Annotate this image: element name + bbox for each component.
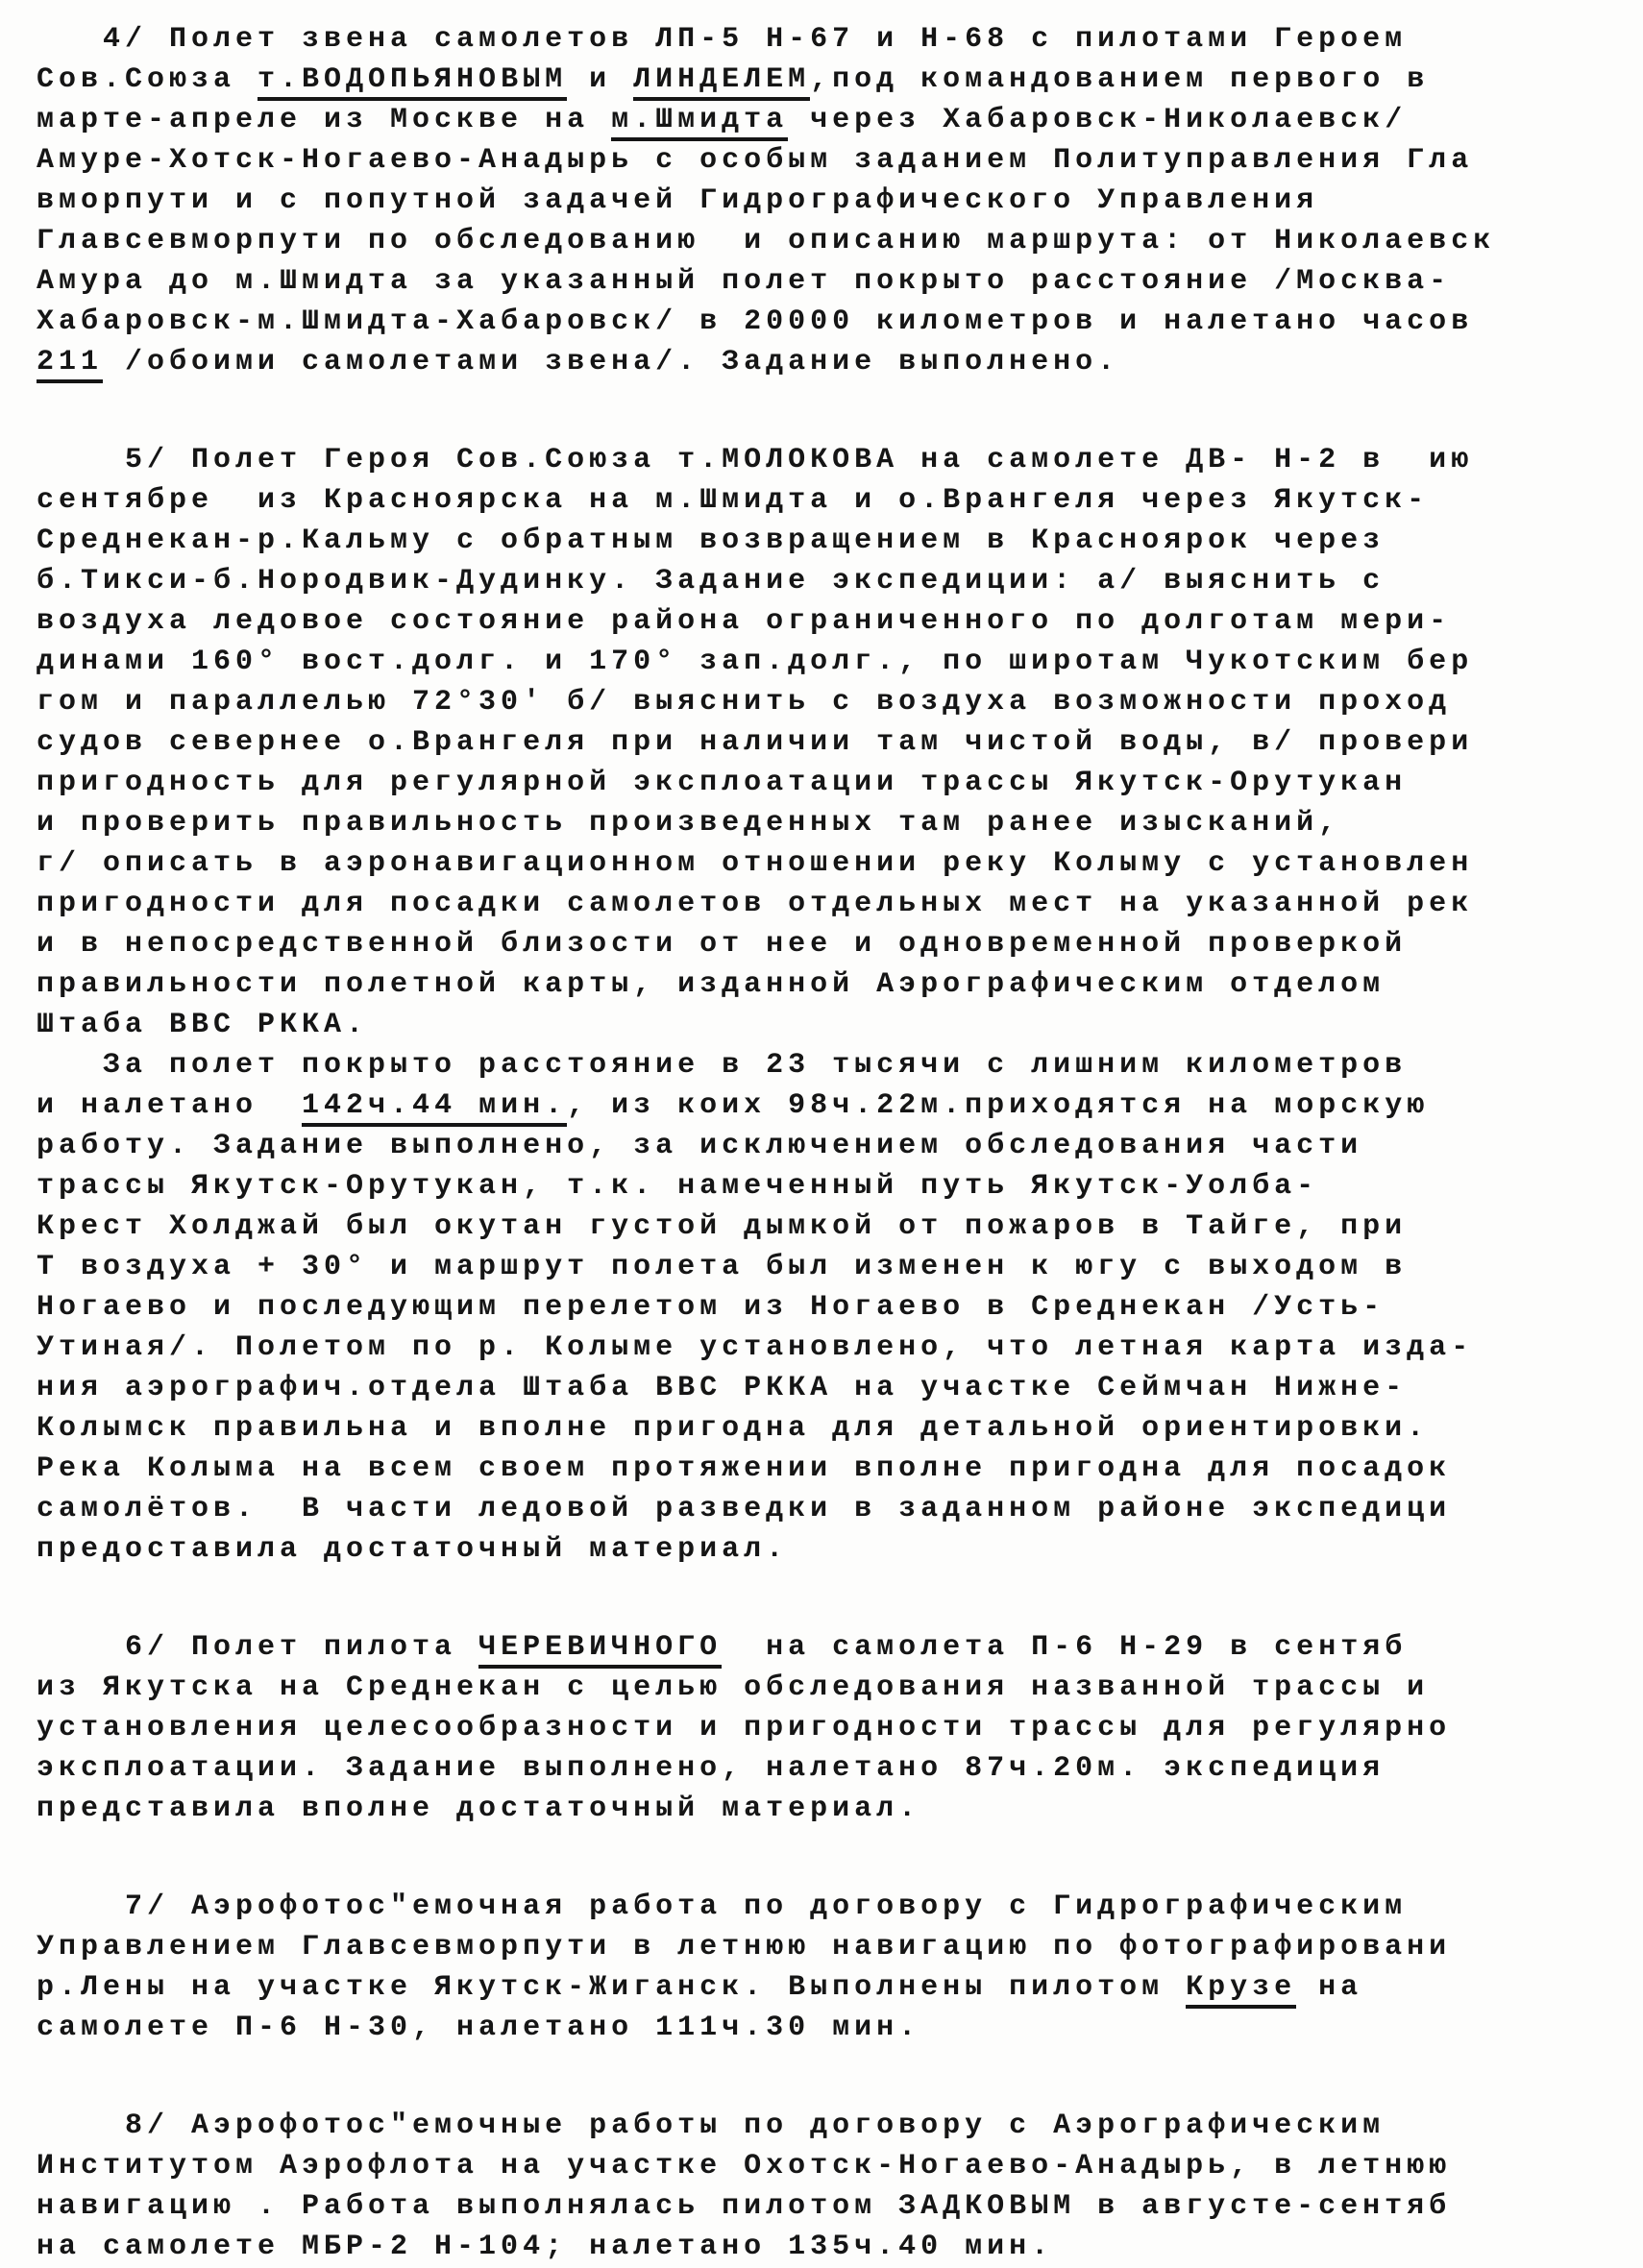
text-segment: предоставила достаточный материал. [37,1533,789,1566]
underlined-text: м.Шмидта [611,104,788,141]
text-segment: Ногаево и последующим перелетом из Ногаево в Среднекан /Усть- [37,1291,1386,1324]
text-line [37,140,1633,181]
text-line [37,100,1633,140]
text-line [37,1166,1633,1207]
text-line [37,342,1633,382]
text-segment: 7/ Аэрофотос"емочная работа по договору с Гидрографическим [37,1890,1408,1923]
paragraph [37,1045,1633,1570]
text-segment: 4/ Полет звена самолетов ЛП-5 Н-67 и Н-68 с пилотами Героем [37,23,1408,56]
text-segment: самолётов. В части ледовой разведки в заданном районе экспедици [37,1493,1452,1525]
text-segment: Колымск правильна и вполне пригодна для детальной ориентировки. [37,1412,1430,1445]
text-segment: г/ описать в аэронавигационном отношении реку Колыму с установлен [37,847,1474,880]
text-segment: и налетано [37,1089,303,1122]
paragraph [37,2106,1633,2267]
text-line [37,1126,1633,1166]
text-segment: установления целесообразности и пригодности трассы для регулярно [37,1712,1452,1744]
text-segment: пригодности для посадки самолетов отдельных мест на указанной рек [37,888,1474,920]
underlined-text: 211 [37,346,103,383]
text-segment: на самолете МБР-2 Н-104; налетано 135ч.40 мин. [37,2231,1054,2263]
text-segment: Хабаровск-м.Шмидта-Хабаровск/ в 20000 километров и налетано часов [37,305,1474,338]
text-segment: вморпути и с попутной задачей Гидрографического Управления [37,184,1319,217]
text-segment: на [1296,1971,1363,2004]
text-line [37,181,1633,221]
text-segment: правильности полетной карты, изданной Аэрографическим отделом [37,968,1386,1001]
text-line [37,480,1633,521]
paragraph [37,1627,1633,1829]
text-line [37,1927,1633,1967]
text-segment: Управлением Главсевморпути в летнюю навигацию по фотографировани [37,1931,1452,1963]
text-segment: б.Тикси-б.Нородвик-Дудинку. Задание экспедиции: а/ выяснить с [37,565,1386,597]
text-line [37,1247,1633,1287]
text-line [37,2008,1633,2048]
text-segment: динами 160° вост.долг. и 170° зап.долг., по широтам Чукотским бер [37,646,1474,678]
text-segment: Амуре-Хотск-Ногаево-Анадырь с особым заданием Политуправления Гла [37,144,1474,177]
text-line [37,1887,1633,1927]
text-segment: и [567,63,634,96]
text-segment: пригодность для регулярной эксплоатации трассы Якутск-Орутукан [37,767,1408,799]
text-line [37,803,1633,843]
text-line [37,302,1633,342]
text-segment: ния аэрографич.отдела Штаба ВВС РККА на участке Сеймчан Нижне- [37,1372,1408,1404]
text-segment: представила вполне достаточный материал. [37,1792,921,1825]
text-segment: Главсевморпути по обследованию и описанию маршрута: от Николаевск [37,225,1496,257]
underlined-text: ЧЕРЕВИЧНОГО [478,1631,722,1669]
text-segment: Крест Холджай был окутан густой дымкой от пожаров в Тайге, при [37,1210,1408,1243]
underlined-text: т.ВОДОПЬЯНОВЫМ [257,63,567,101]
text-line [37,1668,1633,1708]
text-segment: Амура до м.Шмидта за указанный полет покрыто расстояние /Москва- [37,265,1452,298]
text-line [37,1207,1633,1247]
text-line [37,1328,1633,1368]
text-line [37,1449,1633,1489]
underlined-text: ЛИНДЕЛЕМ [633,63,810,101]
text-segment: судов севернее о.Врангеля при наличии там чистой воды, в/ провери [37,726,1474,759]
text-segment: , из коих 98ч.22м.приходятся на морскую [567,1089,1430,1122]
text-line [37,261,1633,302]
text-line [37,1408,1633,1449]
text-line [37,1789,1633,1829]
text-segment: на самолета П-6 Н-29 в сентяб [722,1631,1408,1664]
text-line [37,2106,1633,2146]
text-segment: воздуха ледовое состояние района ограниченного по долготам мери- [37,605,1452,638]
text-segment: 8/ Аэрофотос"емочные работы по договору с Аэрографическим [37,2109,1386,2142]
text-segment: Штаба ВВС РККА. [37,1009,369,1041]
text-segment: и проверить правильность произведенных там ранее изысканий, [37,807,1341,840]
text-line [37,440,1633,480]
text-segment: Т воздуха + 30° и маршрут полета был изменен к югу с выходом в [37,1251,1408,1283]
text-line [37,561,1633,601]
text-line [37,2186,1633,2227]
text-line [37,1627,1633,1668]
text-line [37,1967,1633,2008]
underlined-text: Крузе [1186,1971,1296,2009]
text-line [37,60,1633,100]
text-segment: работу. Задание выполнено, за исключением обследования части [37,1130,1363,1162]
text-line [37,642,1633,682]
text-segment: и в непосредственной близости от нее и одновременной проверкой [37,928,1408,961]
text-segment: За полет покрыто расстояние в 23 тысячи с лишним километров [37,1049,1408,1082]
text-segment: из Якутска на Среднекан с целью обследования названной трассы и [37,1671,1430,1704]
text-segment: гом и параллелью 72°30' б/ выяснить с воздуха возможности проход [37,686,1452,719]
text-segment: эксплоатации. Задание выполнено, налетано 87ч.20м. экспедиция [37,1752,1386,1785]
text-line [37,19,1633,60]
text-segment: марте-апреле из Москве на [37,104,612,136]
text-line [37,1529,1633,1570]
text-segment: ,под командованием первого в [810,63,1430,96]
text-line [37,682,1633,722]
text-segment: р.Лены на участке Якутск-Жиганск. Выполнены пилотом [37,1971,1187,2004]
text-segment: Утиная/. Полетом по р. Колыме установлено, что летная карта изда- [37,1331,1474,1364]
text-segment: сентябре из Красноярска на м.Шмидта и о.Врангеля через Якутск- [37,484,1430,517]
text-line [37,1489,1633,1529]
paragraph [37,440,1633,1045]
text-line [37,1287,1633,1328]
text-line [37,722,1633,763]
text-line [37,1085,1633,1126]
text-segment: 5/ Полет Героя Сов.Союза т.МОЛОКОВА на самолете ДВ- Н-2 в ию [37,444,1474,476]
text-line [37,964,1633,1005]
text-line [37,1708,1633,1748]
text-line [37,2146,1633,2186]
text-segment: через Хабаровск-Николаевск/ [788,104,1408,136]
text-segment: 6/ Полет пилота [37,1631,479,1664]
text-line [37,221,1633,261]
text-line [37,843,1633,884]
text-line [37,884,1633,924]
text-segment: самолете П-6 Н-30, налетано 111ч.30 мин. [37,2012,921,2044]
text-segment: Институтом Аэрофлота на участке Охотск-Ногаево-Анадырь, в летнюю [37,2150,1452,2183]
underlined-text: 142ч.44 мин. [302,1089,567,1127]
paragraph [37,1887,1633,2048]
text-line [37,1005,1633,1045]
text-line [37,2227,1633,2267]
paragraph [37,19,1633,382]
text-segment: /обоими самолетами звена/. Задание выполнено. [103,346,1120,378]
text-line [37,1368,1633,1408]
text-segment: навигацию . Работа выполнялась пилотом ЗАДКОВЫМ в августе-сентяб [37,2190,1452,2223]
text-line [37,924,1633,964]
text-line [37,1045,1633,1085]
text-segment: трассы Якутск-Орутукан, т.к. намеченный путь Якутск-Уолба- [37,1170,1319,1203]
text-line [37,601,1633,642]
text-segment: Сов.Союза [37,63,258,96]
text-segment: Среднекан-р.Кальму с обратным возвращением в Красноярок через [37,524,1386,557]
text-line [37,1748,1633,1789]
text-line [37,763,1633,803]
text-segment: Река Колыма на всем своем протяжении вполне пригодна для посадок [37,1452,1452,1485]
text-line [37,521,1633,561]
